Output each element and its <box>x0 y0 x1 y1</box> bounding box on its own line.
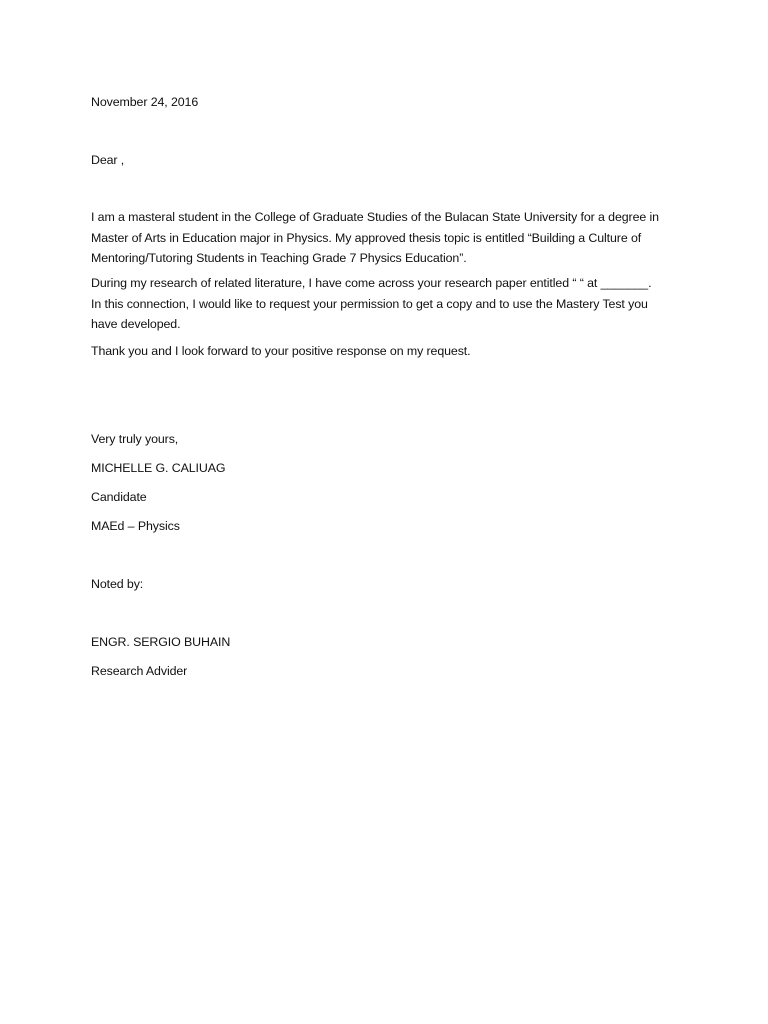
closing: Very truly yours, <box>91 432 179 446</box>
noted-by-label: Noted by: <box>91 577 144 591</box>
signatory-title: Candidate <box>91 490 147 504</box>
adviser-name: ENGR. SERGIO BUHAIN <box>91 635 231 649</box>
letter-date: November 24, 2016 <box>91 95 199 109</box>
paragraph-line: have developed. <box>91 317 181 331</box>
body-paragraph-2 <box>91 273 691 335</box>
paragraph-line: In this connection, I would like to request your permission to get a copy and to use the Mastery Test you <box>91 296 648 311</box>
paragraph-line: Master of Arts in Education major in Physics. My approved thesis topic is entitled “Building a Culture of <box>91 230 642 245</box>
signatory-program: MAEd – Physics <box>91 519 180 533</box>
body-paragraph-3: Thank you and I look forward to your positive response on my request. <box>91 344 471 358</box>
signatory-name: MICHELLE G. CALIUAG <box>91 461 226 475</box>
paragraph-line: During my research of related literature, I have come across your research paper entitled “ “ at _______. <box>91 276 652 290</box>
adviser-title: Research Advider <box>91 664 188 678</box>
paragraph-line: Mentoring/Tutoring Students in Teaching Grade 7 Physics Education”. <box>91 251 467 265</box>
body-paragraph-1 <box>91 207 691 269</box>
salutation: Dear , <box>91 153 125 167</box>
paragraph-line: I am a masteral student in the College of Graduate Studies of the Bulacan State University for a degree in <box>91 210 659 224</box>
